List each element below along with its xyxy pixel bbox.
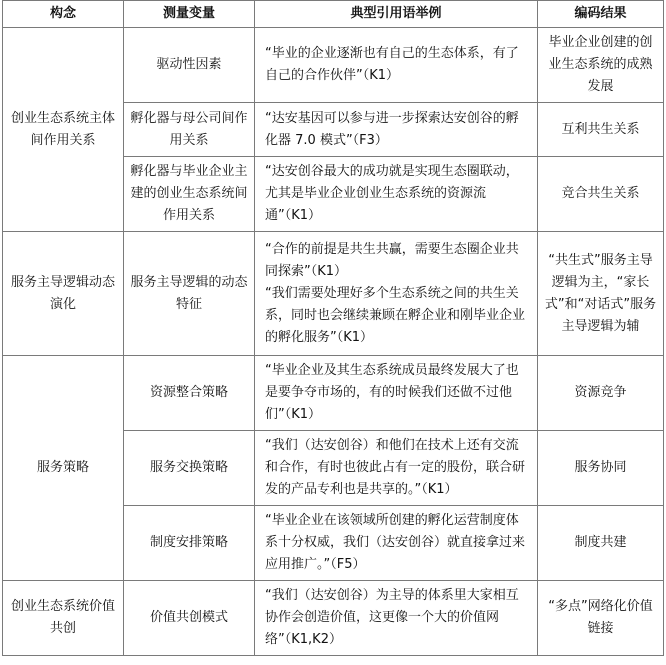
header-variable: 测量变量 — [124, 1, 255, 28]
variable-cell: 服务主导逻辑的动态特征 — [124, 232, 255, 356]
quote-cell: “我们（达安创谷）和他们在技术上还有交流和合作，有时也彼此占有一定的股份，联合研发的产品专利也是共享的。”（K1） — [255, 431, 538, 506]
construct-cell: 创业生态系统主体间作用关系 — [3, 28, 124, 232]
result-cell: “多点”网络化价值链接 — [538, 581, 664, 656]
construct-cell: 服务策略 — [3, 356, 124, 581]
variable-cell: 制度安排策略 — [124, 506, 255, 581]
header-quote: 典型引用语举例 — [255, 1, 538, 28]
coding-table — [2, 0, 664, 656]
variable-cell: 孵化器与母公司间作用关系 — [124, 103, 255, 157]
variable-cell: 驱动性因素 — [124, 28, 255, 103]
quote-cell — [255, 232, 538, 356]
quote-cell: “达安创谷最大的成功就是实现生态圈联动，尤其是毕业企业创业生态系统的资源流通”（K1） — [255, 157, 538, 232]
result-cell: 服务协同 — [538, 431, 664, 506]
table-row — [3, 232, 664, 356]
result-cell: 互利共生关系 — [538, 103, 664, 157]
quote-cell: “毕业企业及其生态系统成员最终发展大了也是要争夺市场的，有的时候我们还做不过他们”（K1） — [255, 356, 538, 431]
table-row — [3, 356, 664, 431]
table-row — [3, 581, 664, 656]
quote-cell: “达安基因可以参与进一步探索达安创谷的孵化器 7.0 模式”（F3） — [255, 103, 538, 157]
header-construct: 构念 — [3, 1, 124, 28]
quote-cell: “毕业企业在该领域所创建的孵化运营制度体系十分权威，我们（达安创谷）就直接拿过来应用推广。”（F5） — [255, 506, 538, 581]
variable-cell: 资源整合策略 — [124, 356, 255, 431]
result-cell: 制度共建 — [538, 506, 664, 581]
result-cell: 毕业企业创建的创业生态系统的成熟发展 — [538, 28, 664, 103]
result-cell: 竞合共生关系 — [538, 157, 664, 232]
construct-cell: 服务主导逻辑动态演化 — [3, 232, 124, 356]
result-cell: 资源竞争 — [538, 356, 664, 431]
table-row — [3, 28, 664, 103]
header-result: 编码结果 — [538, 1, 664, 28]
quote-paragraph: “合作的前提是共生共赢，需要生态圈企业共同探索”（K1） — [265, 241, 519, 279]
header-row — [3, 1, 664, 28]
variable-cell: 价值共创模式 — [124, 581, 255, 656]
quote-cell: “我们（达安创谷）为主导的体系里大家相互协作会创造价值，这更像一个大的价值网络”（K1,K2） — [255, 581, 538, 656]
result-cell: “共生式”服务主导逻辑为主，“家长式”和“对话式”服务主导逻辑为辅 — [538, 232, 664, 356]
variable-cell: 服务交换策略 — [124, 431, 255, 506]
construct-cell: 创业生态系统价值共创 — [3, 581, 124, 656]
quote-cell: “毕业的企业逐渐也有自己的生态体系，有了自己的合作伙伴”（K1） — [255, 28, 538, 103]
quote-paragraph: “我们需要处理好多个生态系统之间的共生关系，同时也会继续兼顾在孵企业和刚毕业企业的孵化服务”（K1） — [265, 285, 526, 345]
variable-cell: 孵化器与毕业企业主建的创业生态系统间作用关系 — [124, 157, 255, 232]
